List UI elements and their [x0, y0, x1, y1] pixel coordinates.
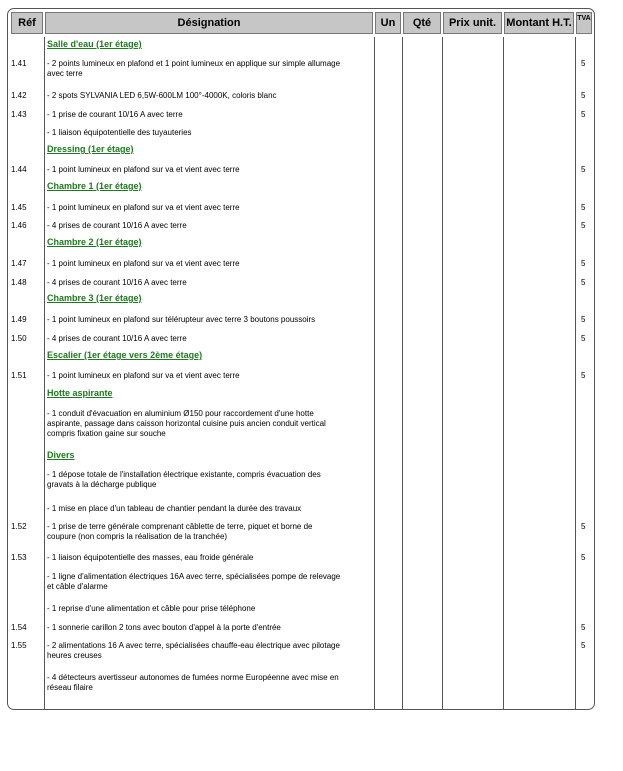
header-designation: Désignation — [45, 12, 373, 34]
item-description-line: - 1 sonnerie carillon 2 tons avec bouton d'appel à la porte d'entrée — [47, 623, 281, 632]
item-description-line: heures creuses — [47, 651, 102, 660]
section-heading: Chambre 2 (1er étage) — [47, 237, 142, 247]
item-ref: 1.48 — [11, 278, 27, 287]
item-tva: 5 — [581, 259, 586, 268]
item-ref: 1.54 — [11, 623, 27, 632]
section-heading: Chambre 3 (1er étage) — [47, 293, 142, 303]
item-description-line: - 4 prises de courant 10/16 A avec terre — [47, 334, 187, 343]
item-ref: 1.43 — [11, 110, 27, 119]
item-ref: 1.41 — [11, 59, 27, 68]
item-description-line: - 1 point lumineux en plafond sur va et vient avec terre — [47, 203, 240, 212]
item-description-line: - 1 ligne d'alimentation électriques 16A avec terre, spécialisées pompe de relevage — [47, 572, 341, 581]
item-tva: 5 — [581, 334, 586, 343]
item-ref: 1.44 — [11, 165, 27, 174]
item-tva: 5 — [581, 641, 586, 650]
item-ref: 1.46 — [11, 221, 27, 230]
item-tva: 5 — [581, 315, 586, 324]
item-description-line: - 1 reprise d'une alimentation et câble pour prise téléphone — [47, 604, 256, 613]
section-heading: Divers — [47, 450, 75, 460]
column-divider — [374, 37, 375, 709]
item-description-line: - 4 prises de courant 10/16 A avec terre — [47, 221, 187, 230]
header-un: Un — [375, 12, 401, 34]
item-description-line: - 1 liaison équipotentielle des masses, eau froide générale — [47, 553, 254, 562]
item-tva: 5 — [581, 203, 586, 212]
item-tva: 5 — [581, 165, 586, 174]
header-prix-unit: Prix unit. — [443, 12, 502, 34]
item-description-line: - 1 prise de terre générale comprenant câblette de terre, piquet et borne de — [47, 522, 313, 531]
item-ref: 1.45 — [11, 203, 27, 212]
item-ref: 1.50 — [11, 334, 27, 343]
item-description-line: - 1 liaison équipotentielle des tuyauteries — [47, 128, 192, 137]
item-tva: 5 — [581, 110, 586, 119]
item-ref: 1.52 — [11, 522, 27, 531]
item-tva: 5 — [581, 522, 586, 531]
item-description-line: - 1 point lumineux en plafond sur va et vient avec terre — [47, 165, 240, 174]
item-ref: 1.42 — [11, 91, 27, 100]
item-ref: 1.55 — [11, 641, 27, 650]
item-tva: 5 — [581, 371, 586, 380]
item-tva: 5 — [581, 59, 586, 68]
section-heading: Salle d'eau (1er étage) — [47, 39, 142, 49]
column-divider — [44, 37, 45, 709]
column-divider — [503, 37, 504, 709]
item-ref: 1.47 — [11, 259, 27, 268]
item-ref: 1.51 — [11, 371, 27, 380]
item-tva: 5 — [581, 553, 586, 562]
item-description-line: - 1 point lumineux en plafond sur va et vient avec terre — [47, 371, 240, 380]
item-ref: 1.53 — [11, 553, 27, 562]
header-ref: Réf — [11, 12, 43, 34]
quote-table — [7, 8, 595, 710]
column-divider — [402, 37, 403, 709]
item-tva: 5 — [581, 221, 586, 230]
item-description-line: - 4 détecteurs avertisseur autonomes de fumées norme Européenne avec mise en — [47, 673, 339, 682]
item-description-line: - 1 point lumineux en plafond sur télérupteur avec terre 3 boutons poussoirs — [47, 315, 316, 324]
item-description-line: compris fixation gaine sur souche — [47, 429, 166, 438]
item-description-line: - 1 mise en place d'un tableau de chantier pendant la durée des travaux — [47, 504, 302, 513]
item-description-line: - 4 prises de courant 10/16 A avec terre — [47, 278, 187, 287]
section-heading: Hotte aspirante — [47, 388, 113, 398]
header-qte: Qté — [403, 12, 441, 34]
column-divider — [442, 37, 443, 709]
item-tva: 5 — [581, 623, 586, 632]
item-description-line: - 1 point lumineux en plafond sur va et vient avec terre — [47, 259, 240, 268]
item-description-line: - 2 spots SYLVANIA LED 6,5W-600LM 100°-4000K, coloris blanc — [47, 91, 277, 100]
item-description-line: et câble d'alarme — [47, 582, 108, 591]
section-heading: Chambre 1 (1er étage) — [47, 181, 142, 191]
section-heading: Dressing (1er étage) — [47, 144, 134, 154]
item-description-line: - 2 alimentations 16 A avec terre, spécialisées chauffe-eau électrique avec pilotage — [47, 641, 340, 650]
item-description-line: réseau filaire — [47, 683, 93, 692]
item-description-line: - 1 dépose totale de l'installation électrique existante, compris évacuation des — [47, 470, 321, 479]
item-description-line: - 2 points lumineux en plafond et 1 point lumineux en applique sur simple allumage — [47, 59, 341, 68]
item-tva: 5 — [581, 91, 586, 100]
header-montant-ht: Montant H.T. — [504, 12, 574, 34]
item-description-line: aspirante, passage dans caisson horizontal cuisine puis ancien conduit vertical — [47, 419, 326, 428]
item-description-line: avec terre — [47, 69, 83, 78]
item-description-line: - 1 conduit d'évacuation en aluminium Ø150 pour raccordement d'une hotte — [47, 409, 314, 418]
item-description-line: - 1 prise de courant 10/16 A avec terre — [47, 110, 183, 119]
column-divider — [575, 37, 576, 709]
item-description-line: coupure (non compris la réalisation de la tranchée) — [47, 532, 228, 541]
item-description-line: gravats à la décharge publique — [47, 480, 157, 489]
item-tva: 5 — [581, 278, 586, 287]
section-heading: Escalier (1er étage vers 2ème étage) — [47, 350, 203, 360]
header-tva: TVA — [576, 12, 592, 34]
item-ref: 1.49 — [11, 315, 27, 324]
